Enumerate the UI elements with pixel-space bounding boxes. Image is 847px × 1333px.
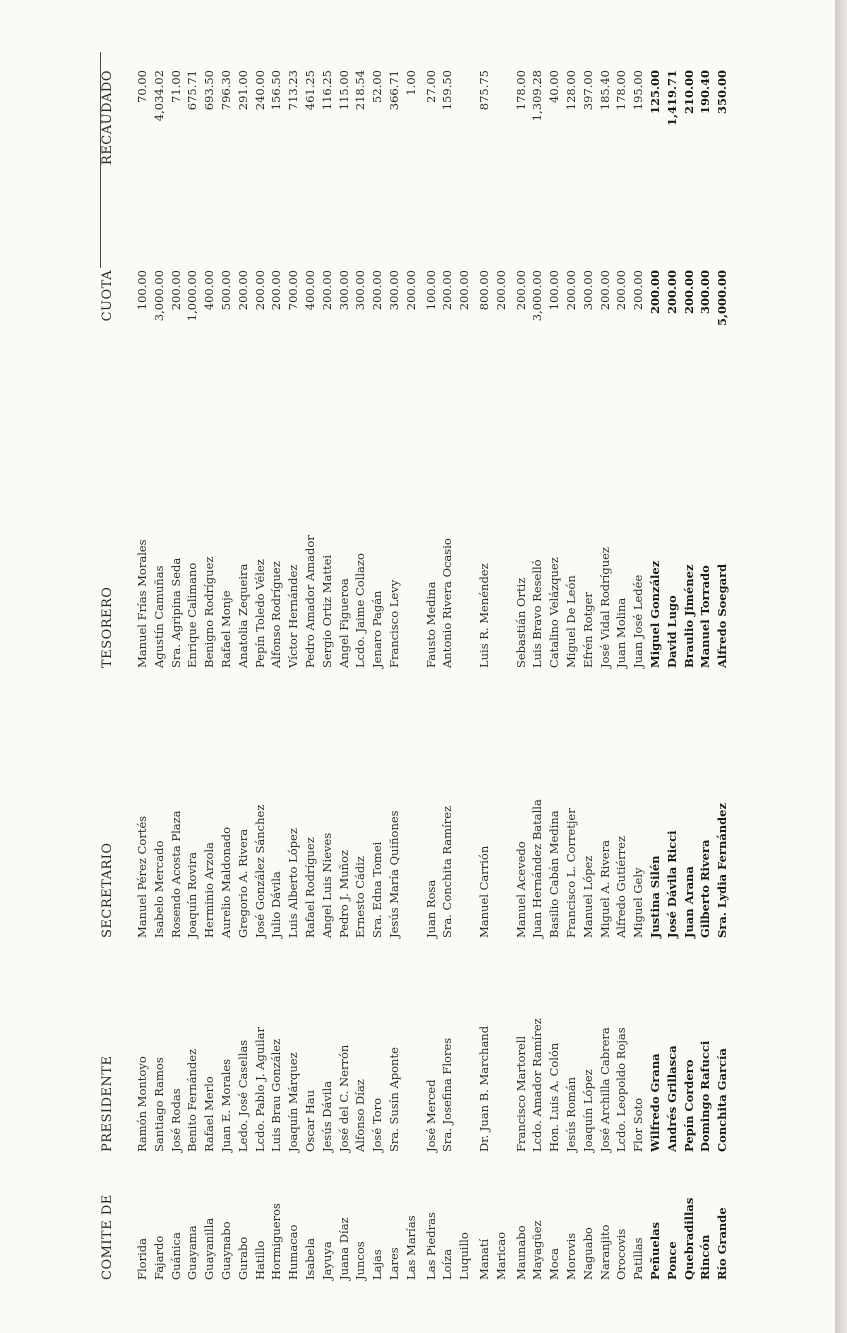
cell-recaudado: 675.71 — [185, 70, 200, 111]
cell-recaudado: 185.40 — [597, 70, 612, 111]
cell-tesorero: Pedro Amador Amador — [302, 535, 317, 668]
cell-comite: Hormigueros — [269, 1203, 284, 1280]
committee-table — [100, 50, 790, 1280]
cell-cuota: 200.00 — [513, 270, 528, 311]
cell-comite: Morovis — [563, 1232, 578, 1280]
cell-presidente: Pepín Cordero — [681, 1059, 696, 1152]
cell-tesorero: Juan José Ledée — [631, 574, 646, 668]
cell-secretario: Juan Hernández Batalla — [530, 799, 545, 938]
cell-recaudado: 195.00 — [631, 70, 646, 111]
cell-secretario: Miguel Gely — [631, 867, 646, 938]
cell-cuota: 200.00 — [647, 270, 662, 315]
cell-presidente: Francisco Martorell — [513, 1035, 528, 1152]
cell-presidente: Wilfredo Grana — [647, 1053, 662, 1152]
table-row — [134, 50, 151, 1280]
cell-recaudado: 40.00 — [547, 70, 562, 103]
cell-secretario: Julio Dávila — [269, 871, 284, 938]
cell-comite: Patillas — [631, 1237, 646, 1280]
cell-cuota: 200.00 — [403, 270, 418, 311]
table-row — [302, 50, 319, 1280]
cell-cuota: 200.00 — [168, 270, 183, 311]
cell-presidente: Juan E. Morales — [218, 1058, 233, 1152]
cell-comite: Las Piedras — [423, 1212, 438, 1280]
table-row — [423, 50, 440, 1280]
cell-tesorero: Juan Molina — [614, 597, 629, 668]
cell-secretario: Justina Silén — [647, 855, 662, 938]
cell-tesorero: Anatolia Zequeira — [235, 563, 250, 668]
cell-cuota: 200.00 — [269, 270, 284, 311]
cell-comite: Naguabo — [580, 1227, 595, 1280]
table-row — [681, 50, 698, 1280]
cell-comite: Maricao — [493, 1231, 508, 1280]
cell-tesorero: Enrique Calimano — [185, 562, 200, 668]
cell-comite: Juncos — [353, 1241, 368, 1280]
cell-presidente: Lcdo. Leopoldo Rojas — [614, 1027, 629, 1152]
cell-recaudado: 71.00 — [168, 70, 183, 103]
cell-presidente: Hon. Luis A. Colón — [547, 1042, 562, 1152]
cell-comite: Mayagüez — [530, 1220, 545, 1280]
table-row — [235, 50, 252, 1280]
table-row — [493, 50, 510, 1280]
cell-secretario: Sra. Conchita Ramírez — [440, 805, 455, 938]
table-row — [697, 50, 714, 1280]
cell-recaudado: 4,034.02 — [151, 70, 166, 122]
cell-comite: Orocovis — [614, 1228, 629, 1280]
header-cuota: CUOTA — [100, 270, 115, 322]
cell-secretario: Herminio Arzola — [202, 842, 217, 938]
table-body — [134, 50, 731, 1280]
cell-recaudado: 397.00 — [580, 70, 595, 111]
cell-secretario: Juan Rosa — [423, 879, 438, 938]
cell-comite: Maunabo — [513, 1225, 528, 1280]
cell-presidente: Santiago Ramos — [151, 1057, 166, 1152]
cell-recaudado: 115.00 — [336, 70, 351, 111]
cell-recaudado: 713.23 — [286, 70, 301, 111]
cell-secretario: Joaquín Rovira — [185, 851, 200, 938]
cell-cuota: 100.00 — [423, 270, 438, 311]
cell-comite: Guánica — [168, 1232, 183, 1280]
table-row — [513, 50, 530, 1280]
cell-presidente: Domingo Rafucci — [698, 1040, 713, 1152]
cell-presidente: Rafael Merlo — [202, 1076, 217, 1152]
cell-secretario: Rosendo Acosta Plaza — [168, 810, 183, 938]
cell-secretario: Manuel Acevedo — [513, 841, 528, 938]
cell-cuota: 700.00 — [286, 270, 301, 311]
table-row — [319, 50, 336, 1280]
cell-cuota: 300.00 — [698, 270, 713, 315]
header-presidente: PRESIDENTE — [100, 1055, 115, 1152]
table-row — [563, 50, 580, 1280]
cell-presidente: Andrés Grillasca — [664, 1045, 679, 1152]
cell-secretario: Aurelio Maldonado — [218, 826, 233, 938]
cell-tesorero: Sergio Ortiz Mattei — [319, 554, 334, 668]
header-secretario: SECRETARIO — [100, 842, 115, 938]
cell-recaudado: 366.71 — [386, 70, 401, 111]
cell-presidente: José del C. Nerrón — [336, 1044, 351, 1152]
cell-secretario: Gilberto Rivera — [698, 839, 713, 938]
cell-recaudado: 693.50 — [202, 70, 217, 111]
cell-tesorero: Braulio Jiménez — [681, 564, 696, 668]
cell-presidente: José Rodas — [168, 1088, 183, 1152]
cell-presidente: Oscar Hau — [302, 1089, 317, 1152]
cell-cuota: 5,000.00 — [715, 270, 730, 327]
cell-secretario: José Dávila Ricci — [664, 830, 679, 938]
cell-tesorero: Miguel González — [647, 560, 662, 668]
cell-comite: Gurabo — [235, 1236, 250, 1280]
cell-presidente: Joaquín Márquez — [286, 1052, 301, 1152]
cell-comite: Peñuelas — [647, 1222, 662, 1280]
table-row — [285, 50, 302, 1280]
table-row — [352, 50, 369, 1280]
cell-recaudado: 210.00 — [681, 70, 696, 115]
cell-presidente: Lcdo. Pablo J. Aguilar — [252, 1027, 267, 1152]
cell-tesorero: Antonio Rivera Ocasio — [440, 538, 455, 668]
cell-secretario: Sra. Lydia Fernández — [715, 802, 730, 938]
cell-comite: Las Marías — [403, 1215, 418, 1280]
cell-comite: Ponce — [664, 1241, 679, 1280]
table-row — [529, 50, 546, 1280]
cell-secretario: Ernesto Cádiz — [353, 856, 368, 938]
cell-cuota: 200.00 — [664, 270, 679, 315]
cell-comite: Guayama — [185, 1225, 200, 1280]
cell-recaudado: 1,419.71 — [664, 70, 679, 127]
cell-cuota: 3,000.00 — [530, 270, 545, 322]
header-rule — [100, 52, 101, 268]
cell-comite: Isabela — [302, 1237, 317, 1280]
cell-comite: Jayuya — [319, 1241, 334, 1280]
table-row — [613, 50, 630, 1280]
cell-recaudado: 178.00 — [513, 70, 528, 111]
cell-cuota: 500.00 — [218, 270, 233, 311]
table-row — [386, 50, 403, 1280]
table-row — [439, 50, 456, 1280]
cell-cuota: 100.00 — [135, 270, 149, 311]
cell-tesorero: Manuel Torrado — [698, 565, 713, 668]
cell-tesorero: Sra. Agripina Seda — [168, 557, 183, 668]
cell-comite: Luquillo — [457, 1232, 472, 1280]
cell-recaudado: 291.00 — [235, 70, 250, 111]
cell-presidente: Conchita García — [715, 1048, 730, 1152]
cell-tesorero: Lcdo. Jaime Collazo — [353, 553, 368, 668]
cell-secretario: Gregorio A. Rivera — [235, 828, 250, 938]
cell-recaudado: 116.25 — [319, 70, 334, 111]
cell-presidente: Ledo. José Casellas — [235, 1039, 250, 1152]
table-row — [201, 50, 218, 1280]
header-comite: COMITE DE — [100, 1194, 115, 1280]
cell-recaudado: 240.00 — [252, 70, 267, 111]
cell-presidente: Dr. Juan B. Marchand — [476, 1025, 491, 1152]
cell-presidente: Lcdo. Amador Ramírez — [530, 1018, 545, 1152]
cell-recaudado: 218.54 — [353, 70, 368, 111]
cell-presidente: Benito Fernández — [185, 1048, 200, 1152]
cell-cuota: 200.00 — [631, 270, 646, 311]
cell-comite: Moca — [547, 1248, 562, 1280]
table-row — [403, 50, 420, 1280]
cell-presidente: Sra. Susín Aponte — [386, 1047, 401, 1152]
cell-recaudado: 178.00 — [614, 70, 629, 111]
cell-comite: Manatí — [476, 1238, 491, 1280]
cell-secretario: Miguel A. Rivera — [597, 840, 612, 938]
cell-cuota: 200.00 — [440, 270, 455, 311]
header-recaudado: RECAUDADO — [100, 70, 115, 165]
cell-recaudado: 128.00 — [563, 70, 578, 111]
table-row — [252, 50, 269, 1280]
cell-comite: Quebradillas — [681, 1197, 696, 1280]
cell-cuota: 200.00 — [614, 270, 629, 311]
cell-presidente: Joaquín López — [580, 1069, 595, 1152]
cell-comite: Hatillo — [252, 1240, 267, 1280]
cell-recaudado: 796.30 — [218, 70, 233, 111]
cell-presidente: José Toro — [370, 1097, 385, 1152]
cell-comite: Guayanilla — [202, 1217, 217, 1280]
header-tesorero: TESORERO — [100, 586, 115, 668]
table-row — [456, 50, 473, 1280]
table-row — [218, 50, 235, 1280]
cell-secretario: Angel Luis Nieves — [319, 832, 334, 938]
cell-tesorero: Efrén Rotger — [580, 592, 595, 668]
cell-secretario: Luis Alberto López — [286, 828, 301, 938]
cell-recaudado: 1.00 — [403, 70, 418, 96]
cell-presidente: Ramón Montoyo — [135, 1056, 149, 1152]
cell-cuota: 200.00 — [681, 270, 696, 315]
cell-cuota: 400.00 — [202, 270, 217, 311]
cell-secretario: Alfredo Gutiérrez — [614, 835, 629, 938]
cell-tesorero: Pepín Toledo Vélez — [252, 559, 267, 668]
table-row — [546, 50, 563, 1280]
cell-recaudado: 52.00 — [370, 70, 385, 103]
cell-secretario: Basilio Cabán Medina — [547, 810, 562, 938]
cell-recaudado: 159.50 — [440, 70, 455, 111]
cell-tesorero: José Vidal Rodríguez — [597, 547, 612, 668]
cell-secretario: Jesús María Quiñones — [386, 810, 401, 938]
cell-secretario: Manuel López — [580, 855, 595, 938]
cell-cuota: 200.00 — [493, 270, 508, 311]
cell-cuota: 200.00 — [597, 270, 612, 311]
cell-cuota: 3,000.00 — [151, 270, 166, 322]
cell-tesorero: Fausto Medina — [423, 581, 438, 668]
cell-tesorero: Rafael Monje — [218, 590, 233, 668]
table-row — [597, 50, 614, 1280]
cell-recaudado: 1,309.28 — [530, 70, 545, 122]
cell-secretario: Juan Arana — [681, 866, 696, 938]
cell-cuota: 300.00 — [580, 270, 595, 311]
table-row — [580, 50, 597, 1280]
cell-comite: Lares — [386, 1247, 401, 1280]
cell-comite: Florida — [135, 1238, 149, 1280]
cell-tesorero: Miguel De León — [563, 575, 578, 668]
cell-tesorero: Jenaro Pagán — [370, 590, 385, 668]
cell-tesorero: Víctor Hernández — [286, 564, 301, 668]
cell-cuota: 200.00 — [319, 270, 334, 311]
cell-comite: Naranjito — [597, 1224, 612, 1280]
cell-cuota: 300.00 — [353, 270, 368, 311]
cell-comite: Lajas — [370, 1249, 385, 1280]
cell-cuota: 800.00 — [476, 270, 491, 311]
cell-secretario: Francisco L. Corretjer — [563, 808, 578, 938]
table-row — [647, 50, 664, 1280]
cell-tesorero: Francisco Levy — [386, 579, 401, 668]
cell-presidente: Jesús Dávila — [319, 1080, 334, 1152]
cell-recaudado: 875.75 — [476, 70, 491, 111]
cell-secretario: Manuel Pérez Cortés — [135, 815, 149, 938]
cell-cuota: 1,000.00 — [185, 270, 200, 322]
cell-comite: Juana Díaz — [336, 1217, 351, 1280]
cell-tesorero: Benigno Rodríguez — [202, 556, 217, 668]
cell-secretario: Isabelo Mercado — [151, 840, 166, 938]
table-row — [151, 50, 168, 1280]
cell-cuota: 400.00 — [302, 270, 317, 311]
table-row — [268, 50, 285, 1280]
cell-presidente: Sra. Josefina Flores — [440, 1037, 455, 1152]
cell-tesorero: Manuel Frías Morales — [135, 539, 149, 668]
cell-comite: Humacao — [286, 1224, 301, 1280]
cell-recaudado: 125.00 — [647, 70, 662, 115]
cell-secretario: Manuel Carrión — [476, 845, 491, 938]
cell-tesorero: Agustín Camuñas — [151, 565, 166, 668]
table-row — [714, 50, 731, 1280]
cell-tesorero: Angel Figueroa — [336, 578, 351, 668]
cell-presidente: Flor Soto — [631, 1097, 646, 1152]
table-row — [630, 50, 647, 1280]
cell-comite: Guaynabo — [218, 1221, 233, 1280]
cell-recaudado: 461.25 — [302, 70, 317, 111]
cell-comite: Río Grande — [715, 1207, 730, 1280]
cell-cuota: 200.00 — [370, 270, 385, 311]
table-row — [336, 50, 353, 1280]
cell-cuota: 200.00 — [563, 270, 578, 311]
cell-cuota: 200.00 — [252, 270, 267, 311]
cell-cuota: 200.00 — [235, 270, 250, 311]
cell-presidente: José Archilla Cabrera — [597, 1027, 612, 1152]
cell-tesorero: Alfredo Soegard — [715, 563, 730, 668]
cell-secretario: Rafael Rodríguez — [302, 837, 317, 938]
table-row — [184, 50, 201, 1280]
table-row — [168, 50, 185, 1280]
table-row — [369, 50, 386, 1280]
cell-presidente: Luis Brau González — [269, 1038, 284, 1152]
page-edge — [835, 0, 847, 1333]
cell-tesorero: Luis Bravo Reselló — [530, 559, 545, 668]
table-row — [476, 50, 493, 1280]
cell-cuota: 200.00 — [457, 270, 472, 311]
cell-recaudado: 190.40 — [698, 70, 713, 115]
cell-secretario: Pedro J. Muñoz — [336, 849, 351, 938]
cell-secretario: José González Sánchez — [252, 804, 267, 938]
cell-presidente: Alfonso Díaz — [353, 1079, 368, 1152]
cell-cuota: 300.00 — [336, 270, 351, 311]
cell-cuota: 300.00 — [386, 270, 401, 311]
cell-tesorero: Catalino Velázquez — [547, 557, 562, 668]
cell-comite: Loíza — [440, 1248, 455, 1280]
cell-recaudado: 70.00 — [135, 70, 149, 103]
cell-recaudado: 350.00 — [715, 70, 730, 115]
cell-secretario: Sra. Edna Tomei — [370, 841, 385, 938]
cell-comite: Fajardo — [151, 1235, 166, 1280]
cell-recaudado: 27.00 — [423, 70, 438, 103]
cell-comite: Rincón — [698, 1234, 713, 1280]
cell-tesorero: Sebastián Ortiz — [513, 577, 528, 668]
cell-recaudado: 156.50 — [269, 70, 284, 111]
cell-tesorero: Luis R. Menéndez — [476, 563, 491, 668]
cell-presidente: José Merced — [423, 1079, 438, 1152]
cell-tesorero: Alfonso Rodríguez — [269, 561, 284, 668]
table-row — [664, 50, 681, 1280]
cell-tesorero: David Lugo — [664, 595, 679, 668]
cell-presidente: Jesús Román — [563, 1076, 578, 1152]
cell-cuota: 100.00 — [547, 270, 562, 311]
